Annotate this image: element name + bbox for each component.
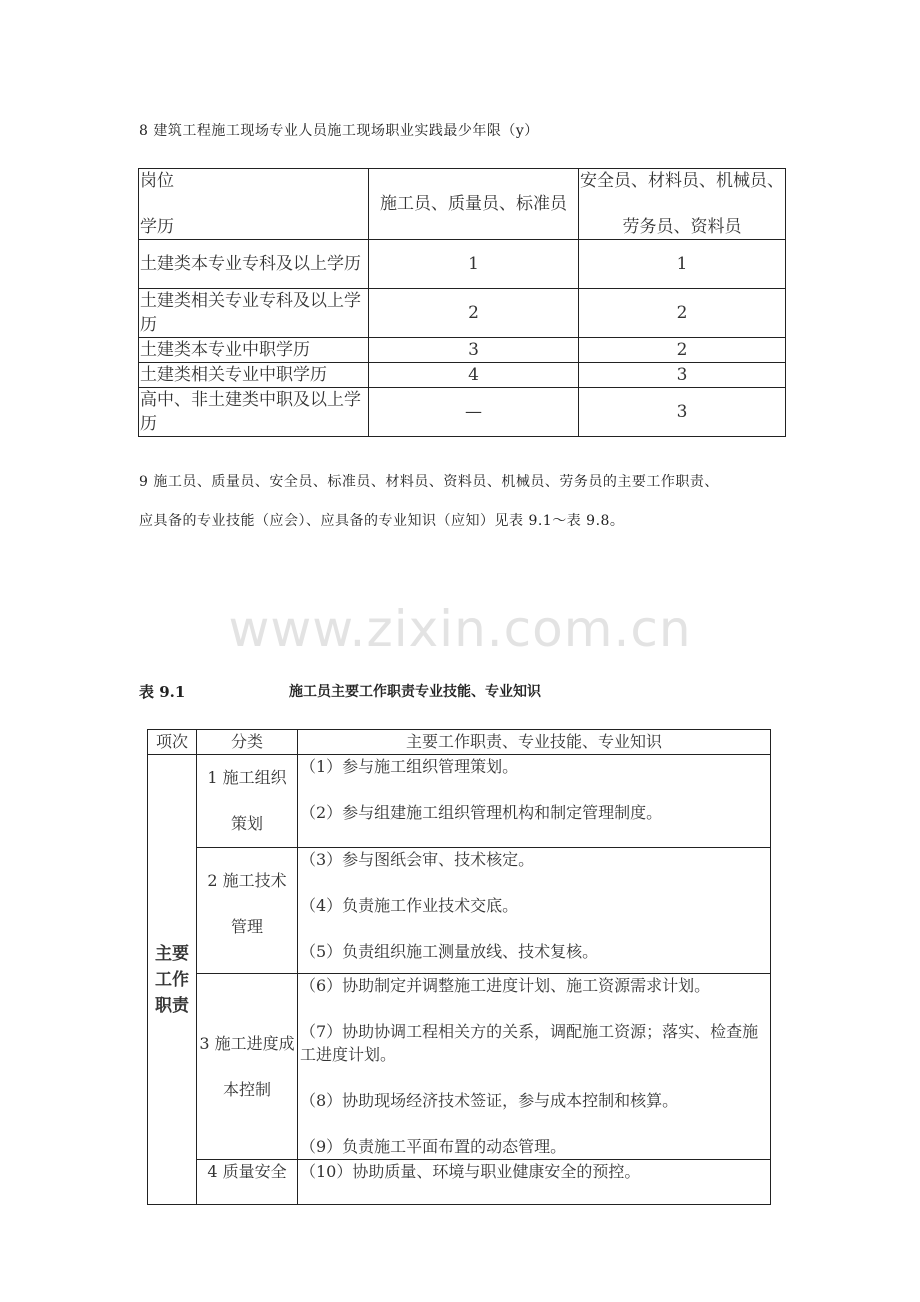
item-cell <box>298 755 771 848</box>
row-value-a: 3 <box>369 338 579 363</box>
practice-years-table <box>138 168 786 437</box>
table-9-1-label: 表 9.1 <box>139 683 186 701</box>
item-cell <box>298 974 771 1160</box>
list-item: （10）协助质量、环境与职业健康安全的预控。 <box>300 1162 641 1181</box>
header-col-2-line1: 安全员、材料员、机械员、 <box>580 171 784 191</box>
item-cell <box>298 848 771 974</box>
header-col-2 <box>579 169 786 240</box>
row-value-a: 1 <box>369 240 579 289</box>
row-value-b: 2 <box>579 289 786 338</box>
category-cell <box>197 1160 298 1205</box>
row-value-b: 1 <box>579 240 786 289</box>
row-label: 土建类本专业专科及以上学历 <box>139 240 369 289</box>
table-row <box>139 338 786 363</box>
row-label: 高中、非土建类中职及以上学历 <box>139 388 369 437</box>
table-row <box>139 388 786 437</box>
category-cell <box>197 755 298 848</box>
table-row <box>148 974 771 1160</box>
header-category: 分类 <box>197 730 298 755</box>
table-header-row <box>139 169 786 240</box>
header-education: 学历 <box>140 217 174 237</box>
row-value-a: — <box>369 388 579 437</box>
diagonal-header-cell <box>139 169 369 240</box>
category-label: 3 施工进度成本控制 <box>199 1033 295 1099</box>
list-item: （1）参与施工组织管理策划。 <box>300 757 519 776</box>
table-row <box>148 848 771 974</box>
category-label: 1 施工组织策划 <box>207 768 287 833</box>
category-label: 4 质量安全 <box>207 1162 287 1181</box>
header-content: 主要工作职责、专业技能、专业知识 <box>298 730 771 755</box>
list-item: （8）协助现场经济技术签证，参与成本控制和核算。 <box>300 1091 679 1110</box>
table-row <box>139 289 786 338</box>
table-9-1-title: 施工员主要工作职责专业技能、专业知识 <box>289 684 541 700</box>
group-label: 主要工作职责 <box>155 943 189 1016</box>
row-label: 土建类相关专业专科及以上学历 <box>139 289 369 338</box>
watermark: www.zixin.com.cn <box>228 600 692 658</box>
table-row <box>139 240 786 289</box>
list-item: （3）参与图纸会审、技术核定。 <box>300 850 535 869</box>
list-item: （7）协助协调工程相关方的关系，调配施工资源；落实、检查施工进度计划。 <box>300 1022 759 1064</box>
row-label: 土建类本专业中职学历 <box>139 338 369 363</box>
header-col-1: 施工员、质量员、标准员 <box>369 169 579 240</box>
row-value-a: 2 <box>369 289 579 338</box>
list-item: （9）负责施工平面布置的动态管理。 <box>300 1137 567 1156</box>
row-value-a: 4 <box>369 363 579 388</box>
row-label: 土建类相关专业中职学历 <box>139 363 369 388</box>
list-item: （2）参与组建施工组织管理机构和制定管理制度。 <box>300 803 663 822</box>
category-cell <box>197 974 298 1160</box>
table-row <box>148 1160 771 1205</box>
section-9-line2: 应具备的专业技能（应会）、应具备的专业知识（应知）见表 9.1～表 9.8。 <box>139 513 625 529</box>
row-value-b: 3 <box>579 388 786 437</box>
header-item-no: 项次 <box>148 730 197 755</box>
section-9-line1: 9 施工员、质量员、安全员、标准员、材料员、资料员、机械员、劳务员的主要工作职责、 <box>139 474 719 490</box>
list-item: （6）协助制定并调整施工进度计划、施工资源需求计划。 <box>300 976 711 995</box>
table-header-row <box>148 730 771 755</box>
row-value-b: 3 <box>579 363 786 388</box>
header-col-2-line2: 劳务员、资料员 <box>622 217 742 237</box>
group-cell <box>148 755 197 1205</box>
item-cell <box>298 1160 771 1205</box>
category-cell <box>197 848 298 974</box>
category-label: 2 施工技术管理 <box>207 871 287 936</box>
table-row <box>139 363 786 388</box>
table-row <box>148 755 771 848</box>
header-post: 岗位 <box>140 171 174 191</box>
table-9-1 <box>147 729 771 1205</box>
list-item: （4）负责施工作业技术交底。 <box>300 896 519 915</box>
list-item: （5）负责组织施工测量放线、技术复核。 <box>300 942 599 961</box>
section-8-heading: 8 建筑工程施工现场专业人员施工现场职业实践最少年限（y） <box>139 123 539 139</box>
row-value-b: 2 <box>579 338 786 363</box>
